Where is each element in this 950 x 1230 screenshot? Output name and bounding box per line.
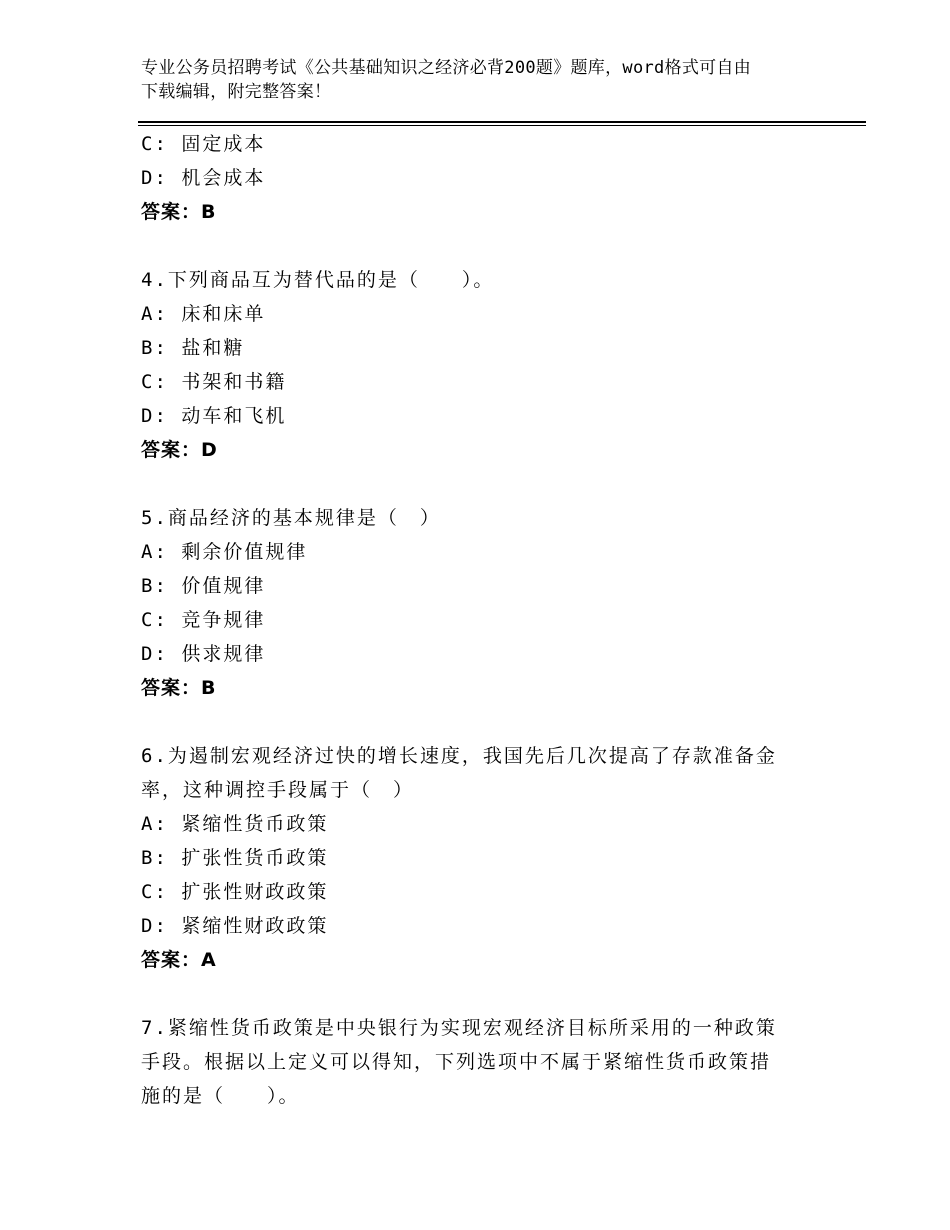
document-body [141, 127, 821, 1113]
question-stem-line-1: 6.为遏制宏观经济过快的增长速度，我国先后几次提高了存款准备金 [141, 745, 777, 767]
spacer [141, 229, 821, 263]
question-3-continued [141, 127, 821, 229]
answer: 答案：D [141, 439, 218, 461]
answer: 答案：B [141, 201, 217, 223]
spacer [141, 977, 821, 1011]
spacer [141, 467, 821, 501]
question-stem-line-1: 7.紧缩性货币政策是中央银行为实现宏观经济目标所采用的一种政策 [141, 1017, 777, 1039]
question-6 [141, 739, 821, 977]
question-stem-line-2: 率，这种调控手段属于（ ） [141, 779, 415, 801]
document-header [141, 56, 821, 104]
option-b: B: 价值规律 [141, 575, 266, 597]
option-a: A: 紧缩性货币政策 [141, 813, 329, 835]
header-rule-thick [138, 121, 866, 123]
spacer [141, 705, 821, 739]
option-d: D: 机会成本 [141, 167, 266, 189]
question-stem: 5.商品经济的基本规律是（ ） [141, 507, 441, 529]
question-7 [141, 1011, 821, 1113]
option-c: C: 扩张性财政政策 [141, 881, 329, 903]
option-d: D: 紧缩性财政政策 [141, 915, 329, 937]
answer: 答案：A [141, 949, 217, 971]
question-4 [141, 263, 821, 467]
header-line-2: 下载编辑，附完整答案！ [141, 82, 332, 102]
question-stem: 4.下列商品互为替代品的是（ ）。 [141, 269, 495, 291]
option-b: B: 扩张性货币政策 [141, 847, 329, 869]
header-line-1: 专业公务员招聘考试《公共基础知识之经济必背200题》题库，word格式可自由 [141, 58, 752, 78]
option-c: C: 固定成本 [141, 133, 266, 155]
option-b: B: 盐和糖 [141, 337, 245, 359]
option-d: D: 动车和飞机 [141, 405, 287, 427]
option-c: C: 书架和书籍 [141, 371, 287, 393]
question-stem-line-3: 施的是（ ）。 [141, 1085, 300, 1107]
header-rule-thin [138, 125, 866, 126]
answer: 答案：B [141, 677, 217, 699]
question-5 [141, 501, 821, 705]
option-a: A: 剩余价值规律 [141, 541, 308, 563]
option-d: D: 供求规律 [141, 643, 266, 665]
question-stem-line-2: 手段。根据以上定义可以得知，下列选项中不属于紧缩性货币政策措 [141, 1051, 772, 1073]
option-c: C: 竞争规律 [141, 609, 266, 631]
option-a: A: 床和床单 [141, 303, 266, 325]
